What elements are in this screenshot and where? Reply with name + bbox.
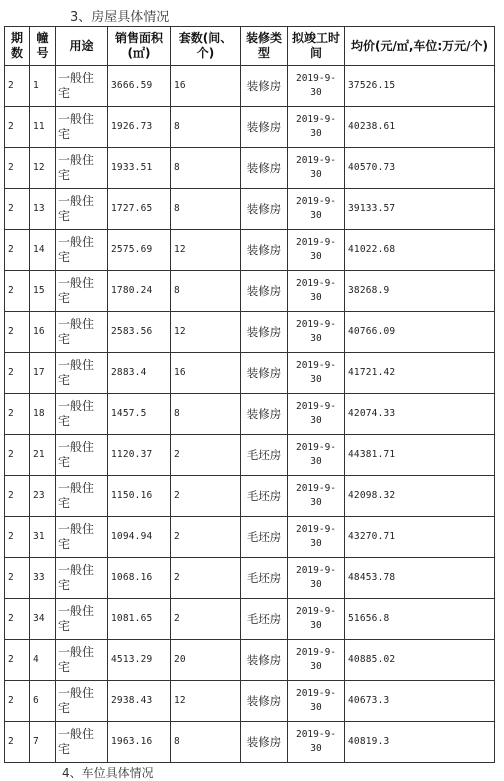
cell-completion: 2019-9-30 <box>288 722 345 763</box>
table-row <box>5 558 495 599</box>
cell-completion: 2019-9-30 <box>288 681 345 722</box>
cell-decoration: 装修房 <box>241 189 288 230</box>
cell-period: 2 <box>5 558 30 599</box>
cell-usage: 一般住宅 <box>56 353 108 394</box>
cell-price: 40673.3 <box>345 681 495 722</box>
cell-units: 8 <box>171 722 241 763</box>
cell-period: 2 <box>5 722 30 763</box>
table-row <box>5 681 495 722</box>
cell-period: 2 <box>5 148 30 189</box>
cell-usage: 一般住宅 <box>56 394 108 435</box>
cell-usage: 一般住宅 <box>56 476 108 517</box>
cell-usage: 一般住宅 <box>56 435 108 476</box>
cell-area: 2883.4 <box>108 353 171 394</box>
table-body <box>5 66 495 763</box>
table-row <box>5 435 495 476</box>
table-row <box>5 517 495 558</box>
cell-price: 48453.78 <box>345 558 495 599</box>
cell-price: 40819.3 <box>345 722 495 763</box>
cell-period: 2 <box>5 435 30 476</box>
cell-completion: 2019-9-30 <box>288 558 345 599</box>
cell-period: 2 <box>5 353 30 394</box>
cell-completion: 2019-9-30 <box>288 353 345 394</box>
cell-building: 34 <box>30 599 56 640</box>
table-row <box>5 394 495 435</box>
cell-units: 2 <box>171 435 241 476</box>
cell-completion: 2019-9-30 <box>288 435 345 476</box>
table-header-row <box>5 27 495 66</box>
cell-decoration: 装修房 <box>241 107 288 148</box>
cell-decoration: 毛坯房 <box>241 476 288 517</box>
cell-building: 15 <box>30 271 56 312</box>
cell-building: 6 <box>30 681 56 722</box>
cell-area: 1926.73 <box>108 107 171 148</box>
cell-decoration: 装修房 <box>241 640 288 681</box>
cell-usage: 一般住宅 <box>56 722 108 763</box>
cell-price: 41721.42 <box>345 353 495 394</box>
cell-decoration: 毛坯房 <box>241 517 288 558</box>
cell-units: 8 <box>171 107 241 148</box>
cell-usage: 一般住宅 <box>56 189 108 230</box>
cell-price: 42098.32 <box>345 476 495 517</box>
cell-area: 1457.5 <box>108 394 171 435</box>
cell-usage: 一般住宅 <box>56 148 108 189</box>
cell-usage: 一般住宅 <box>56 312 108 353</box>
cell-units: 2 <box>171 558 241 599</box>
cell-decoration: 装修房 <box>241 353 288 394</box>
cell-price: 40238.61 <box>345 107 495 148</box>
cell-building: 13 <box>30 189 56 230</box>
next-section-title: 4、车位具体情况 <box>62 766 154 780</box>
cell-period: 2 <box>5 476 30 517</box>
cell-usage: 一般住宅 <box>56 558 108 599</box>
cell-period: 2 <box>5 312 30 353</box>
cell-completion: 2019-9-30 <box>288 230 345 271</box>
cell-completion: 2019-9-30 <box>288 312 345 353</box>
header-units: 套数(间、个) <box>171 27 241 66</box>
cell-completion: 2019-9-30 <box>288 189 345 230</box>
cell-decoration: 装修房 <box>241 66 288 107</box>
cell-area: 2575.69 <box>108 230 171 271</box>
cell-units: 2 <box>171 599 241 640</box>
cell-completion: 2019-9-30 <box>288 66 345 107</box>
cell-period: 2 <box>5 599 30 640</box>
cell-area: 1933.51 <box>108 148 171 189</box>
cell-usage: 一般住宅 <box>56 517 108 558</box>
cell-completion: 2019-9-30 <box>288 640 345 681</box>
cell-price: 43270.71 <box>345 517 495 558</box>
cell-usage: 一般住宅 <box>56 107 108 148</box>
header-usage: 用途 <box>56 27 108 66</box>
cell-period: 2 <box>5 271 30 312</box>
cell-period: 2 <box>5 640 30 681</box>
table-row <box>5 640 495 681</box>
cell-building: 1 <box>30 66 56 107</box>
cell-price: 37526.15 <box>345 66 495 107</box>
cell-period: 2 <box>5 681 30 722</box>
table-row <box>5 189 495 230</box>
cell-completion: 2019-9-30 <box>288 107 345 148</box>
cell-area: 1780.24 <box>108 271 171 312</box>
cell-units: 16 <box>171 66 241 107</box>
cell-building: 18 <box>30 394 56 435</box>
cell-units: 12 <box>171 230 241 271</box>
cell-decoration: 毛坯房 <box>241 435 288 476</box>
table-row <box>5 353 495 394</box>
cell-units: 8 <box>171 189 241 230</box>
cell-price: 41022.68 <box>345 230 495 271</box>
cell-area: 1727.65 <box>108 189 171 230</box>
cell-units: 20 <box>171 640 241 681</box>
cell-usage: 一般住宅 <box>56 230 108 271</box>
cell-units: 16 <box>171 353 241 394</box>
cell-decoration: 装修房 <box>241 271 288 312</box>
cell-area: 1068.16 <box>108 558 171 599</box>
cell-price: 42074.33 <box>345 394 495 435</box>
header-decoration: 装修类型 <box>241 27 288 66</box>
cell-units: 12 <box>171 681 241 722</box>
cell-decoration: 毛坯房 <box>241 558 288 599</box>
cell-usage: 一般住宅 <box>56 599 108 640</box>
cell-units: 2 <box>171 476 241 517</box>
cell-decoration: 装修房 <box>241 312 288 353</box>
cell-price: 40766.09 <box>345 312 495 353</box>
cell-price: 51656.8 <box>345 599 495 640</box>
cell-building: 33 <box>30 558 56 599</box>
housing-table <box>4 26 495 763</box>
cell-usage: 一般住宅 <box>56 66 108 107</box>
cell-price: 39133.57 <box>345 189 495 230</box>
header-building: 幢号 <box>30 27 56 66</box>
cell-completion: 2019-9-30 <box>288 394 345 435</box>
table-row <box>5 476 495 517</box>
table-row <box>5 599 495 640</box>
cell-completion: 2019-9-30 <box>288 271 345 312</box>
header-completion: 拟竣工时间 <box>288 27 345 66</box>
cell-building: 11 <box>30 107 56 148</box>
cell-period: 2 <box>5 517 30 558</box>
cell-units: 12 <box>171 312 241 353</box>
cell-period: 2 <box>5 230 30 271</box>
cell-building: 21 <box>30 435 56 476</box>
cell-completion: 2019-9-30 <box>288 517 345 558</box>
cell-building: 12 <box>30 148 56 189</box>
cell-decoration: 装修房 <box>241 230 288 271</box>
table-row <box>5 722 495 763</box>
header-period: 期数 <box>5 27 30 66</box>
table-row <box>5 271 495 312</box>
cell-building: 7 <box>30 722 56 763</box>
cell-completion: 2019-9-30 <box>288 476 345 517</box>
cell-area: 1120.37 <box>108 435 171 476</box>
cell-decoration: 装修房 <box>241 681 288 722</box>
table-row <box>5 107 495 148</box>
table-row <box>5 148 495 189</box>
cell-area: 1963.16 <box>108 722 171 763</box>
cell-decoration: 毛坯房 <box>241 599 288 640</box>
cell-completion: 2019-9-30 <box>288 148 345 189</box>
cell-price: 40885.02 <box>345 640 495 681</box>
cell-usage: 一般住宅 <box>56 640 108 681</box>
cell-period: 2 <box>5 107 30 148</box>
cell-building: 23 <box>30 476 56 517</box>
cell-price: 40570.73 <box>345 148 495 189</box>
cell-decoration: 装修房 <box>241 394 288 435</box>
cell-area: 4513.29 <box>108 640 171 681</box>
cell-building: 14 <box>30 230 56 271</box>
cell-units: 8 <box>171 394 241 435</box>
table-row <box>5 66 495 107</box>
section-title: 3、房屋具体情况 <box>70 10 170 25</box>
cell-area: 2583.56 <box>108 312 171 353</box>
header-price: 均价(元/㎡,车位:万元/个) <box>345 27 495 66</box>
cell-usage: 一般住宅 <box>56 271 108 312</box>
cell-decoration: 装修房 <box>241 148 288 189</box>
cell-building: 16 <box>30 312 56 353</box>
cell-units: 2 <box>171 517 241 558</box>
cell-usage: 一般住宅 <box>56 681 108 722</box>
cell-units: 8 <box>171 148 241 189</box>
cell-area: 2938.43 <box>108 681 171 722</box>
cell-building: 31 <box>30 517 56 558</box>
cell-period: 2 <box>5 66 30 107</box>
cell-price: 44381.71 <box>345 435 495 476</box>
cell-area: 1081.65 <box>108 599 171 640</box>
table-row <box>5 230 495 271</box>
cell-decoration: 装修房 <box>241 722 288 763</box>
header-area: 销售面积(㎡) <box>108 27 171 66</box>
cell-period: 2 <box>5 394 30 435</box>
table-row <box>5 312 495 353</box>
cell-area: 1094.94 <box>108 517 171 558</box>
cell-completion: 2019-9-30 <box>288 599 345 640</box>
cell-price: 38268.9 <box>345 271 495 312</box>
cell-building: 17 <box>30 353 56 394</box>
cell-building: 4 <box>30 640 56 681</box>
cell-units: 8 <box>171 271 241 312</box>
cell-area: 1150.16 <box>108 476 171 517</box>
cell-period: 2 <box>5 189 30 230</box>
cell-area: 3666.59 <box>108 66 171 107</box>
